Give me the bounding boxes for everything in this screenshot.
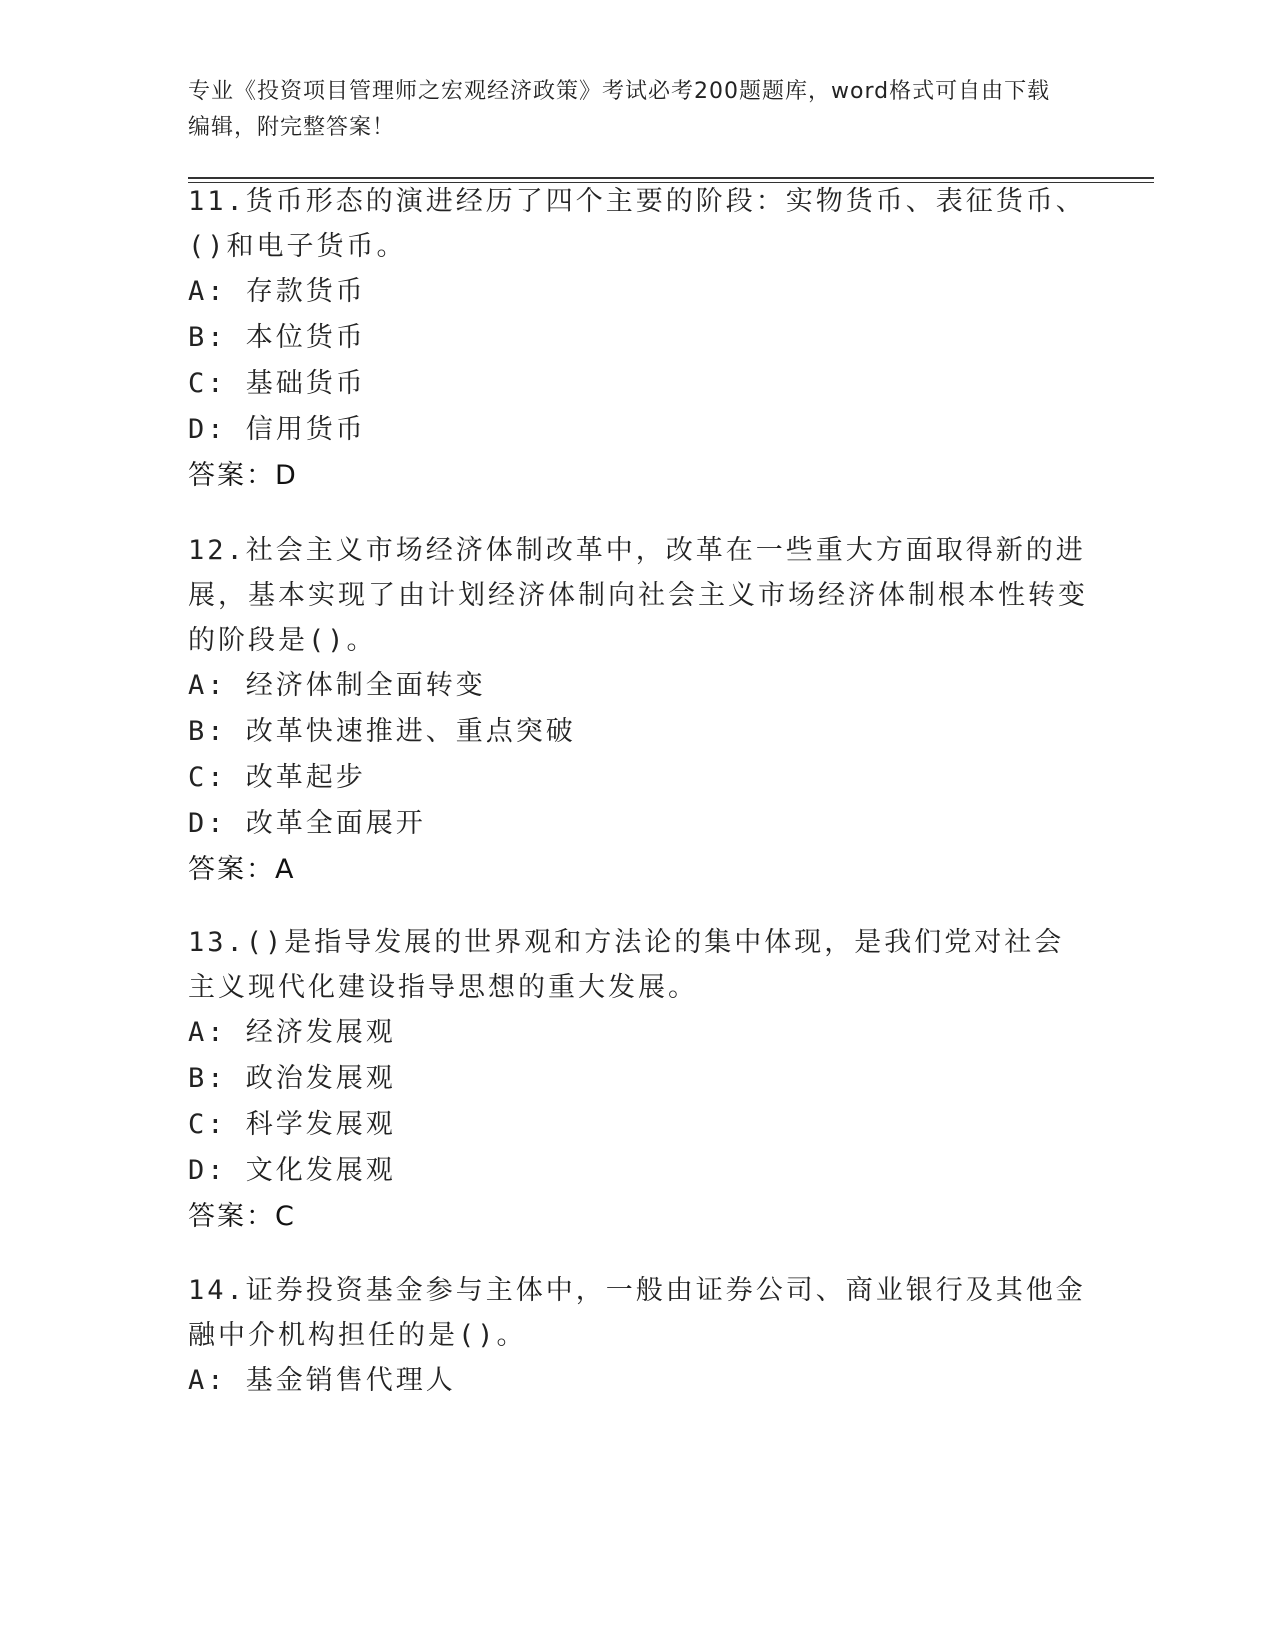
option-d: D: 改革全面展开 xyxy=(188,808,426,839)
option-d: D: 信用货币 xyxy=(188,414,366,445)
question-stem: 11.货币形态的演进经历了四个主要的阶段：实物货币、表征货币、()和电子货币。 xyxy=(188,186,1086,262)
option-a: A: 存款货币 xyxy=(188,276,366,307)
option-d: D: 文化发展观 xyxy=(188,1155,396,1186)
option-c: C: 基础货币 xyxy=(188,368,366,399)
question-stem: 13.()是指导发展的世界观和方法论的集中体现，是我们党对社会主义现代化建设指导思想的重大发展。 xyxy=(188,927,1065,1003)
question-14 xyxy=(188,1268,1088,1404)
option-b: B: 本位货币 xyxy=(188,322,366,353)
question-stem: 14.证券投资基金参与主体中，一般由证券公司、商业银行及其他金融中介机构担任的是()。 xyxy=(188,1275,1086,1351)
answer-line: 答案：D xyxy=(188,460,298,491)
question-12 xyxy=(188,528,1088,893)
option-a: A: 经济发展观 xyxy=(188,1017,396,1048)
option-c: C: 改革起步 xyxy=(188,762,366,793)
document-header-title: 专业《投资项目管理师之宏观经济政策》考试必考200题题库，word格式可自由下载编辑，附完整答案！ xyxy=(188,79,1051,140)
answer-line: 答案：A xyxy=(188,854,296,885)
option-b: B: 改革快速推进、重点突破 xyxy=(188,716,576,747)
option-b: B: 政治发展观 xyxy=(188,1063,396,1094)
question-stem: 12.社会主义市场经济体制改革中，改革在一些重大方面取得新的进展，基本实现了由计划经济体制向社会主义市场经济体制根本性转变的阶段是()。 xyxy=(188,535,1088,656)
option-c: C: 科学发展观 xyxy=(188,1109,396,1140)
option-a: A: 经济体制全面转变 xyxy=(188,670,486,701)
answer-line: 答案：C xyxy=(188,1201,296,1232)
option-a: A: 基金销售代理人 xyxy=(188,1365,456,1396)
question-13 xyxy=(188,920,1088,1240)
question-11 xyxy=(188,179,1088,499)
